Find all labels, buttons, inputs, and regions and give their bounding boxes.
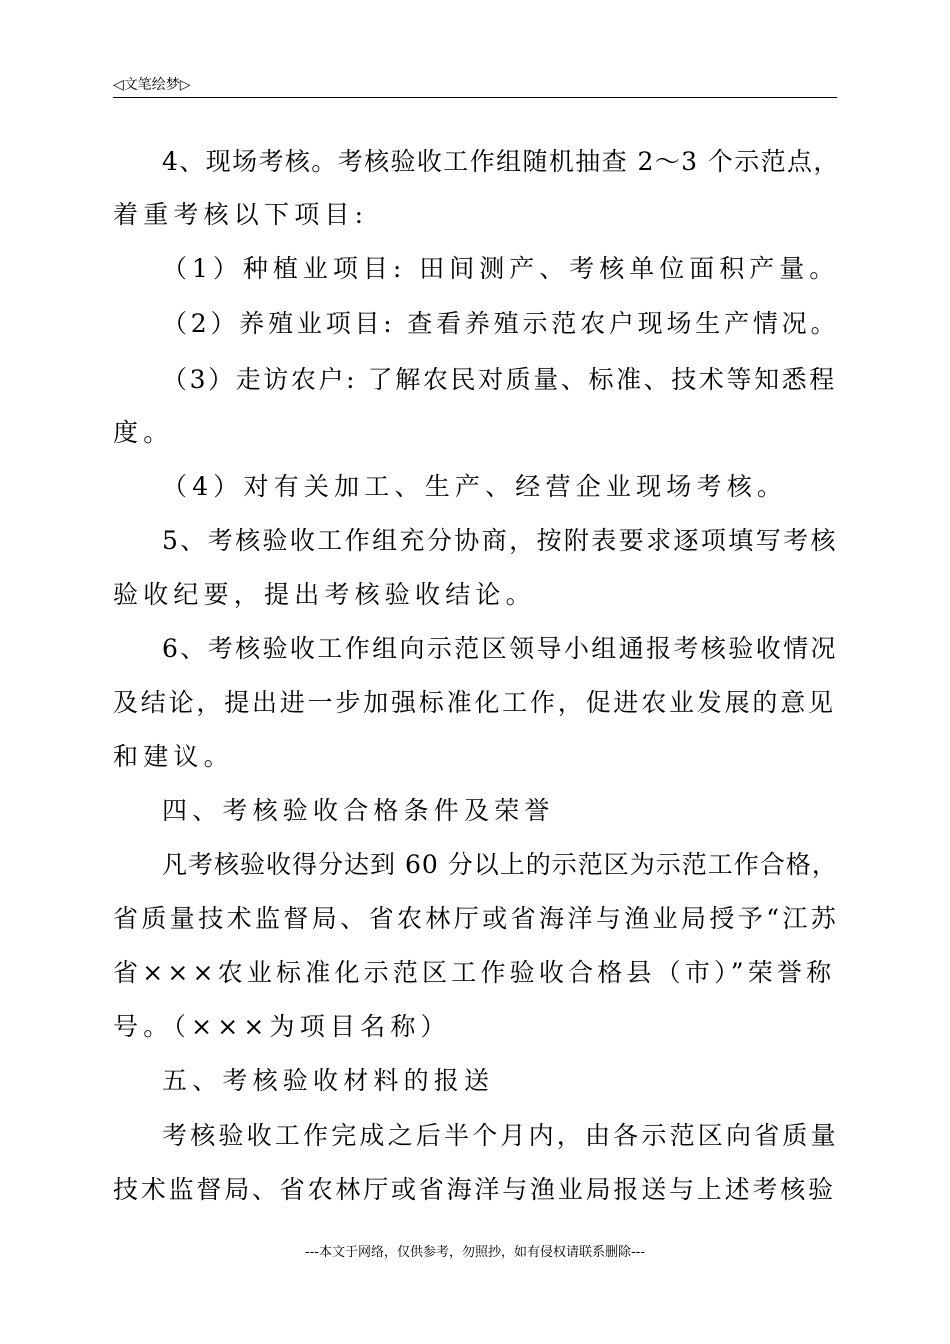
body-line-10: 6、考核验收工作组向示范区领导小组通报考核验收情况: [162, 634, 838, 663]
section-heading-4: 四、考核验收合格条件及荣誉: [162, 796, 555, 825]
header-title: ◁文笔绘梦▷: [113, 77, 191, 93]
body-line-14: 凡考核验收得分达到 60 分以上的示范区为示范工作合格，: [162, 850, 838, 879]
header-rule: [113, 97, 837, 98]
body-line-6: 度。: [113, 418, 174, 447]
body-line-5: （3）走访农户: 了解农民对质量、标准、技术等知悉程: [162, 365, 837, 394]
section-heading-5: 五、考核验收材料的报送: [162, 1066, 495, 1095]
body-line-15: 省质量技术监督局、省农林厅或省海洋与渔业局授予“江苏: [113, 904, 840, 933]
body-line-9: 验收纪要，提出考核验收结论。: [113, 580, 536, 609]
body-line-3: （1）种植业项目: 田间测产、考核单位面积产量。: [162, 254, 840, 283]
body-line-17: 号。（×××为项目名称）: [113, 1012, 451, 1041]
body-line-11: 及结论，提出进一步加强标准化工作，促进农业发展的意见: [113, 688, 836, 717]
body-line-16: 省×××农业标准化示范区工作验收合格县（市）”荣誉称: [113, 958, 836, 987]
body-line-7: （4）对有关加工、生产、经营企业现场考核。: [162, 472, 788, 501]
body-line-4: （2）养殖业项目: 查看养殖示范农户现场生产情况。: [162, 309, 840, 338]
body-line-2: 着重考核以下项目:: [113, 200, 369, 229]
body-line-1: 4、现场考核。考核验收工作组随机抽查 2～3 个示范点，: [162, 147, 840, 176]
body-line-12: 和建议。: [113, 742, 234, 771]
page-header: [113, 70, 837, 100]
body-line-8: 5、考核验收工作组充分协商，按附表要求逐项填写考核: [162, 526, 838, 555]
body-line-19: 考核验收工作完成之后半个月内，由各示范区向省质量: [162, 1121, 839, 1150]
page-footer: ---本文于网络，仅供参考，勿照抄，如有侵权请联系删除---: [304, 1245, 646, 1260]
body-line-20: 技术监督局、省农林厅或省海洋与渔业局报送与上述考核验: [113, 1175, 836, 1204]
